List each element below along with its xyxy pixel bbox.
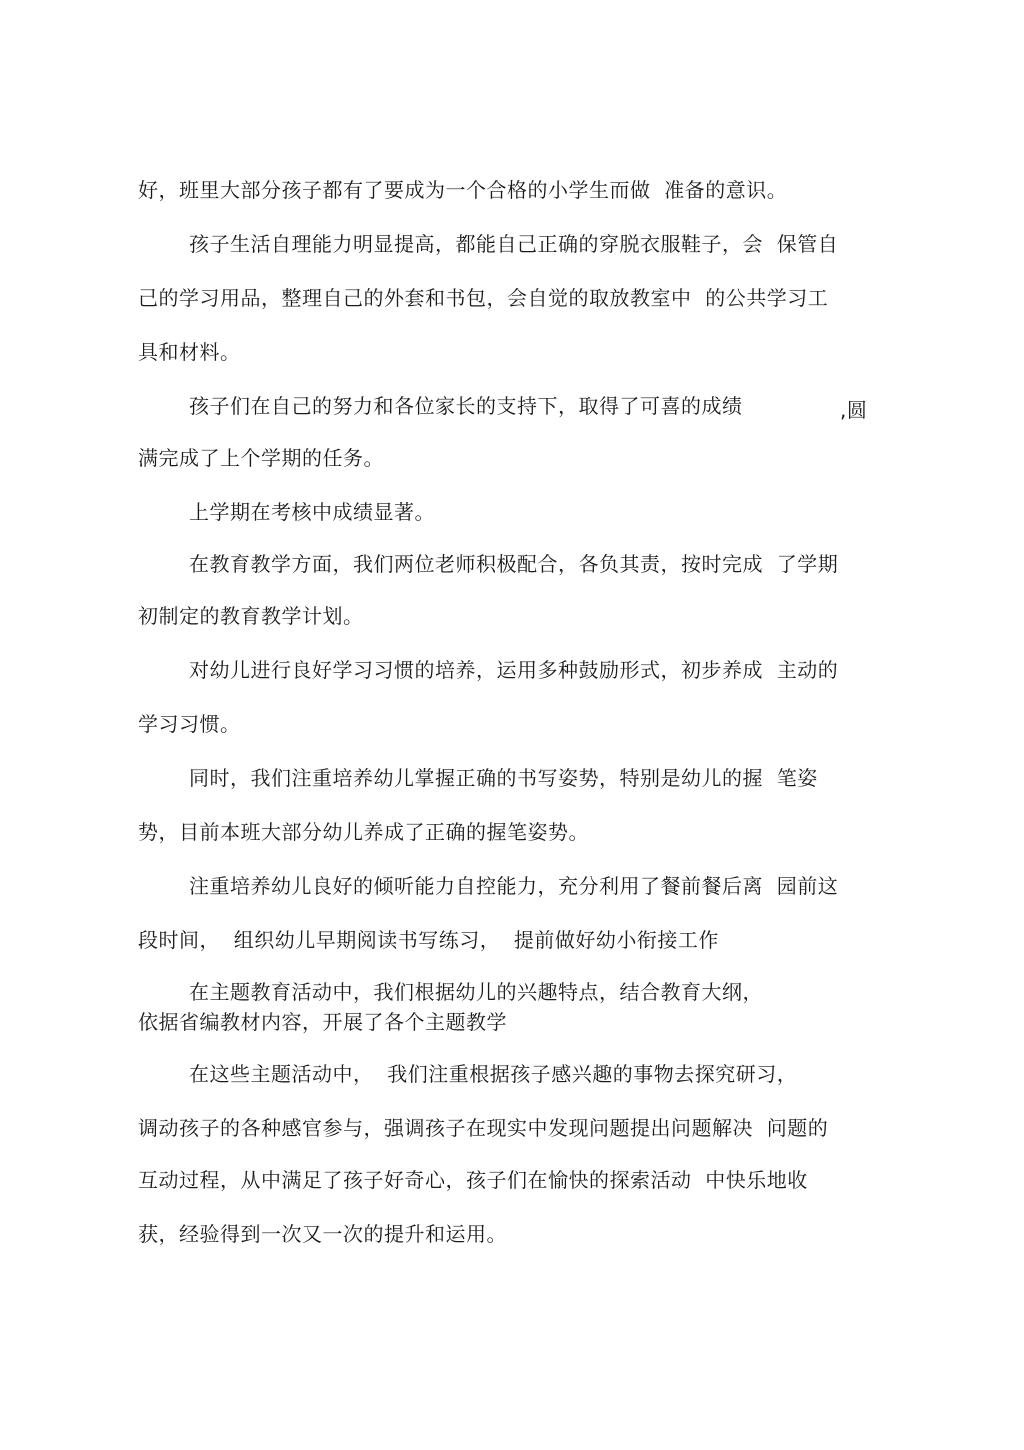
text-line: 注重培养幼儿良好的倾听能力自控能力，充分利用了餐前餐后离 园前这 [189,874,839,898]
text-line: 孩子们在自己的努力和各位家长的支持下，取得了可喜的成绩 [189,394,743,418]
text-line: 获，经验得到一次又一次的提升和运用。 [138,1222,507,1246]
text-line: ,圆 [840,398,868,422]
text-line: 上学期在考核中成绩显著。 [189,500,435,524]
text-line: 初制定的教育教学计划。 [138,604,364,628]
text-line: 在这些主题活动中， 我们注重根据孩子感兴趣的事物去探究研习， [189,1062,798,1086]
text-line: 好，班里大部分孩子都有了要成为一个合格的小学生而做 准备的意识。 [138,178,788,202]
text-line: 势，目前本班大部分幼儿养成了正确的握笔姿势。 [138,820,589,844]
text-line: 互动过程，从中满足了孩子好奇心，孩子们在愉快的探索活动 中快乐地收 [138,1168,808,1192]
text-line: 在教育教学方面，我们两位老师积极配合，各负其责，按时完成 了学期 [189,552,839,576]
text-line: 对幼儿进行良好学习习惯的培养，运用多种鼓励形式，初步养成 主动的 [189,658,839,682]
text-line: 同时，我们注重培养幼儿掌握正确的书写姿势，特别是幼儿的握 笔姿 [189,766,818,790]
text-line: 调动孩子的各种感官参与，强调孩子在现实中发现问题提出问题解决 问题的 [138,1116,829,1140]
text-line: 己的学习用品，整理自己的外套和书包，会自觉的取放教室中 的公共学习工 [138,286,829,310]
text-line: 具和材料。 [138,340,241,364]
text-line: 在主题教育活动中，我们根据幼儿的兴趣特点，结合教育大纲， [189,980,763,1004]
text-line: 依据省编教材内容，开展了各个主题教学 [138,1010,507,1034]
text-line: 学习习惯。 [138,712,241,736]
text-line: 段时间， 组织幼儿早期阅读书写练习， 提前做好幼小衔接工作 [138,928,719,952]
text-line: 满完成了上个学期的任务。 [138,446,384,470]
text-line: 孩子生活自理能力明显提高，都能自己正确的穿脱衣服鞋子，会 保管自 [189,232,839,256]
